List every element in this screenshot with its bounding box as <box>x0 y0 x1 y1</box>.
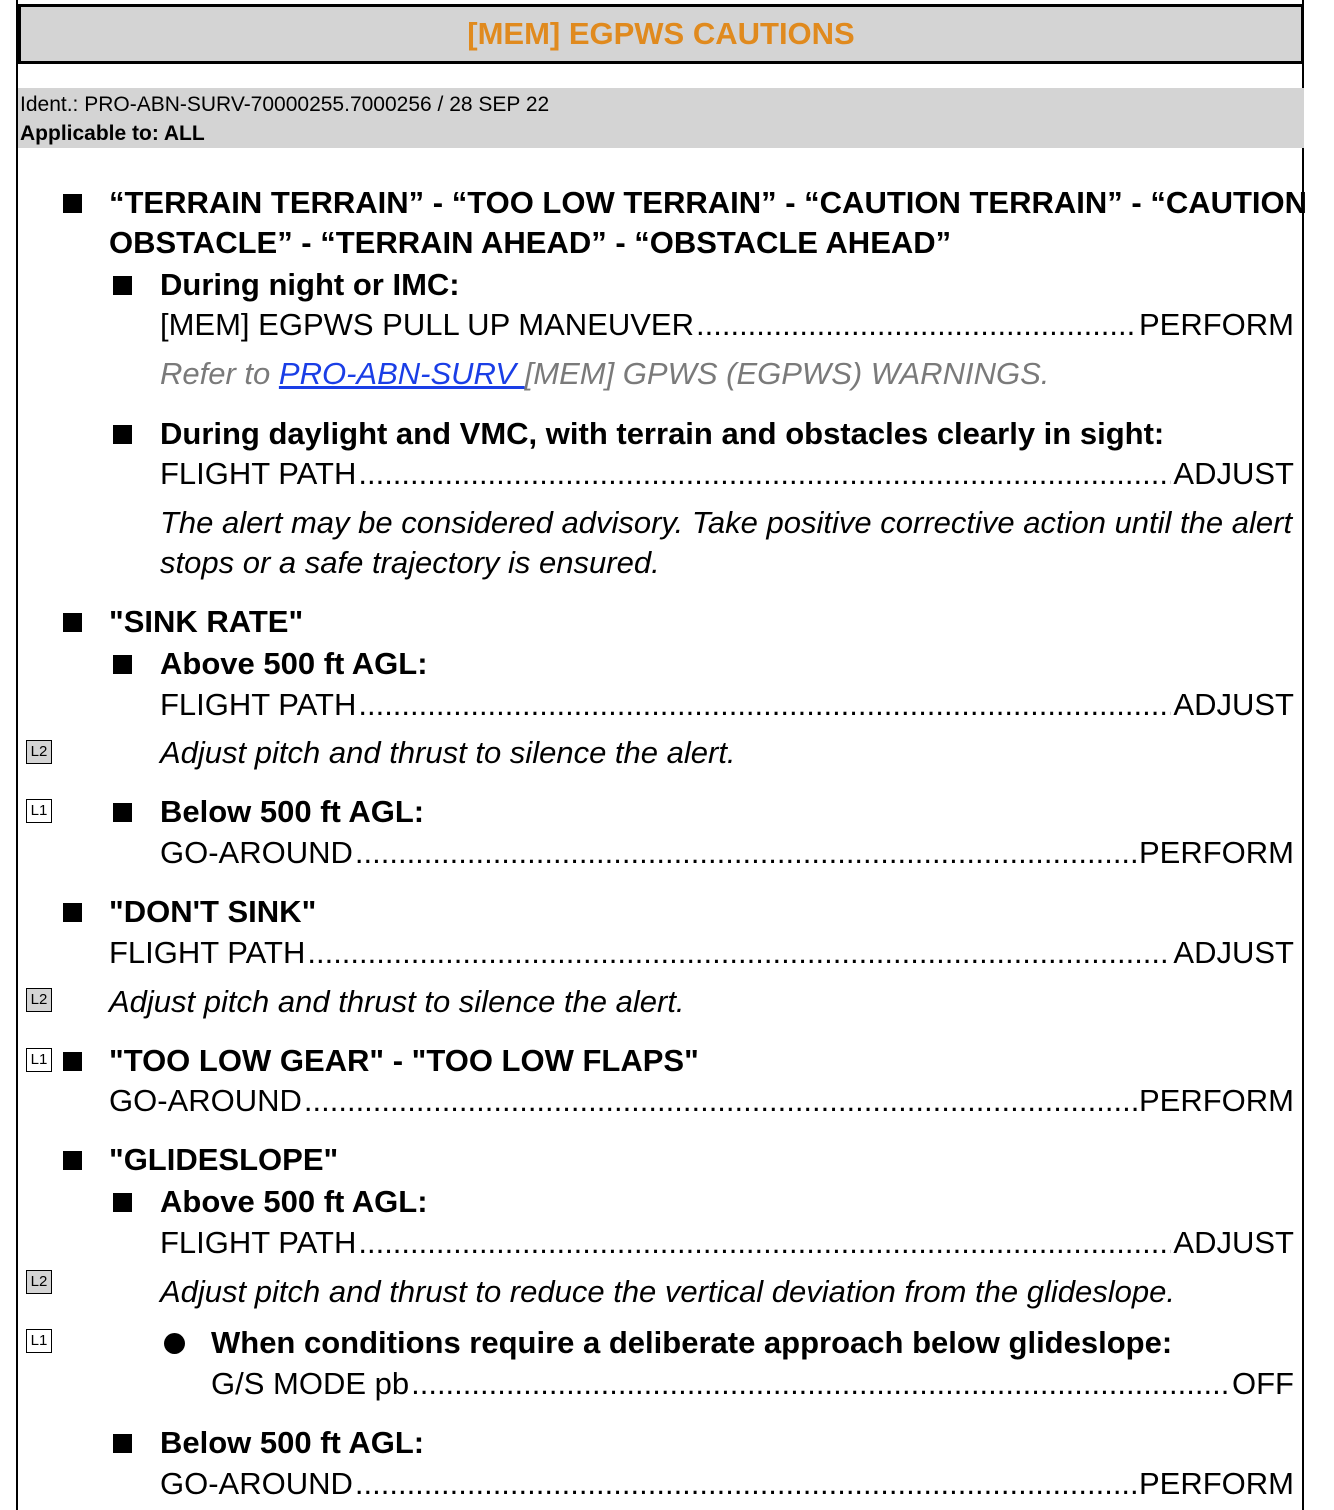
page-title-bar <box>18 4 1304 64</box>
ident-block <box>18 88 1304 148</box>
condition-below-500: Below 500 ft AGL: <box>160 794 425 829</box>
item-action: ADJUST <box>1173 687 1294 722</box>
glideslope-note: Adjust pitch and thrust to reduce the vertical deviation from the glideslope. <box>160 1274 1175 1309</box>
pitch-note: Adjust pitch and thrust to silence the alert. <box>109 984 685 1019</box>
dot-leader <box>358 685 1171 725</box>
item-action: PERFORM <box>1139 835 1294 870</box>
item-label: FLIGHT PATH <box>109 935 306 970</box>
bullet-square-icon <box>63 613 82 632</box>
dot-leader <box>304 1081 1137 1121</box>
bullet-square-icon <box>113 803 132 822</box>
level-tag: L2 <box>26 740 52 764</box>
item-action: ADJUST <box>1173 1225 1294 1260</box>
bullet-square-icon <box>63 194 82 213</box>
condition-daylight-vmc: During daylight and VMC, with terrain and obstacles clearly in sight: <box>160 416 1165 451</box>
item-label: GO-AROUND <box>160 835 353 870</box>
refer-suffix: [MEM] GPWS (EGPWS) WARNINGS. <box>524 356 1050 391</box>
condition-below-500: Below 500 ft AGL: <box>160 1425 425 1460</box>
condition-deliberate-approach: When conditions require a deliberate approach below glideslope: <box>211 1325 1173 1360</box>
page-title: [MEM] EGPWS CAUTIONS <box>467 16 855 51</box>
item-label: GO-AROUND <box>160 1466 353 1501</box>
condition-above-500: Above 500 ft AGL: <box>160 1184 428 1219</box>
bullet-circle-icon <box>164 1333 185 1354</box>
bullet-square-icon <box>63 903 82 922</box>
ident-text: Ident.: PRO-ABN-SURV-70000255.7000256 / 28 SEP 22 <box>20 93 550 116</box>
bullet-square-icon <box>63 1151 82 1170</box>
bullet-square-icon <box>113 655 132 674</box>
item-label: GO-AROUND <box>109 1083 302 1118</box>
item-action: PERFORM <box>1139 307 1294 342</box>
checklist-item-gs-mode <box>211 1364 1294 1404</box>
refer-note <box>160 354 1049 394</box>
dot-leader <box>355 1464 1137 1504</box>
dot-leader <box>411 1364 1230 1404</box>
dot-leader <box>307 933 1171 973</box>
refer-prefix: Refer to <box>160 356 279 391</box>
dot-leader <box>355 833 1137 873</box>
level-tag: L1 <box>26 1048 52 1072</box>
section-terrain-heading-2: OBSTACLE” - “TERRAIN AHEAD” - “OBSTACLE AHEAD” <box>109 225 952 260</box>
checklist-item-flight-path <box>160 685 1294 725</box>
refer-link[interactable]: PRO-ABN-SURV <box>278 356 525 391</box>
condition-night-imc: During night or IMC: <box>160 267 460 302</box>
condition-above-500: Above 500 ft AGL: <box>160 646 428 681</box>
section-terrain-heading-1: “TERRAIN TERRAIN” - “TOO LOW TERRAIN” - “CAUTION TERRAIN” - “CAUTION <box>109 185 1308 220</box>
checklist-item-go-around <box>160 1464 1294 1504</box>
dot-leader <box>358 454 1171 494</box>
item-action: OFF <box>1232 1366 1294 1401</box>
bullet-square-icon <box>113 1434 132 1453</box>
advisory-note-1: The alert may be considered advisory. Take positive corrective action until the alert <box>160 505 1293 540</box>
checklist-item-go-around <box>160 833 1294 873</box>
item-label: [MEM] EGPWS PULL UP MANEUVER <box>160 307 694 342</box>
item-label: FLIGHT PATH <box>160 1225 357 1260</box>
bullet-square-icon <box>113 276 132 295</box>
section-too-low-gear-heading: "TOO LOW GEAR" - "TOO LOW FLAPS" <box>109 1043 699 1078</box>
item-action: PERFORM <box>1139 1466 1294 1501</box>
pitch-note: Adjust pitch and thrust to silence the alert. <box>160 735 736 770</box>
section-dont-sink-heading: "DON'T SINK" <box>109 894 317 929</box>
checklist-item-go-around <box>109 1081 1294 1121</box>
item-label: FLIGHT PATH <box>160 687 357 722</box>
item-label: G/S MODE pb <box>211 1366 410 1401</box>
bullet-square-icon <box>113 1193 132 1212</box>
checklist-item-flight-path <box>160 1223 1294 1263</box>
level-tag: L2 <box>26 1270 52 1294</box>
applicable-text: Applicable to: ALL <box>20 122 205 145</box>
dot-leader <box>358 1223 1171 1263</box>
checklist-item-flight-path <box>109 933 1294 973</box>
checklist-item-pull-up <box>160 305 1294 345</box>
item-action: PERFORM <box>1139 1083 1294 1118</box>
section-glideslope-heading: "GLIDESLOPE" <box>109 1142 339 1177</box>
bullet-square-icon <box>113 425 132 444</box>
level-tag: L2 <box>26 988 52 1012</box>
dot-leader <box>696 305 1137 345</box>
item-action: ADJUST <box>1173 935 1294 970</box>
checklist-item-flight-path <box>160 454 1294 494</box>
item-action: ADJUST <box>1173 456 1294 491</box>
advisory-note-2: stops or a safe trajectory is ensured. <box>160 545 660 580</box>
bullet-square-icon <box>63 1052 82 1071</box>
level-tag: L1 <box>26 799 52 823</box>
level-tag: L1 <box>26 1329 52 1353</box>
section-sink-rate-heading: "SINK RATE" <box>109 604 304 639</box>
item-label: FLIGHT PATH <box>160 456 357 491</box>
